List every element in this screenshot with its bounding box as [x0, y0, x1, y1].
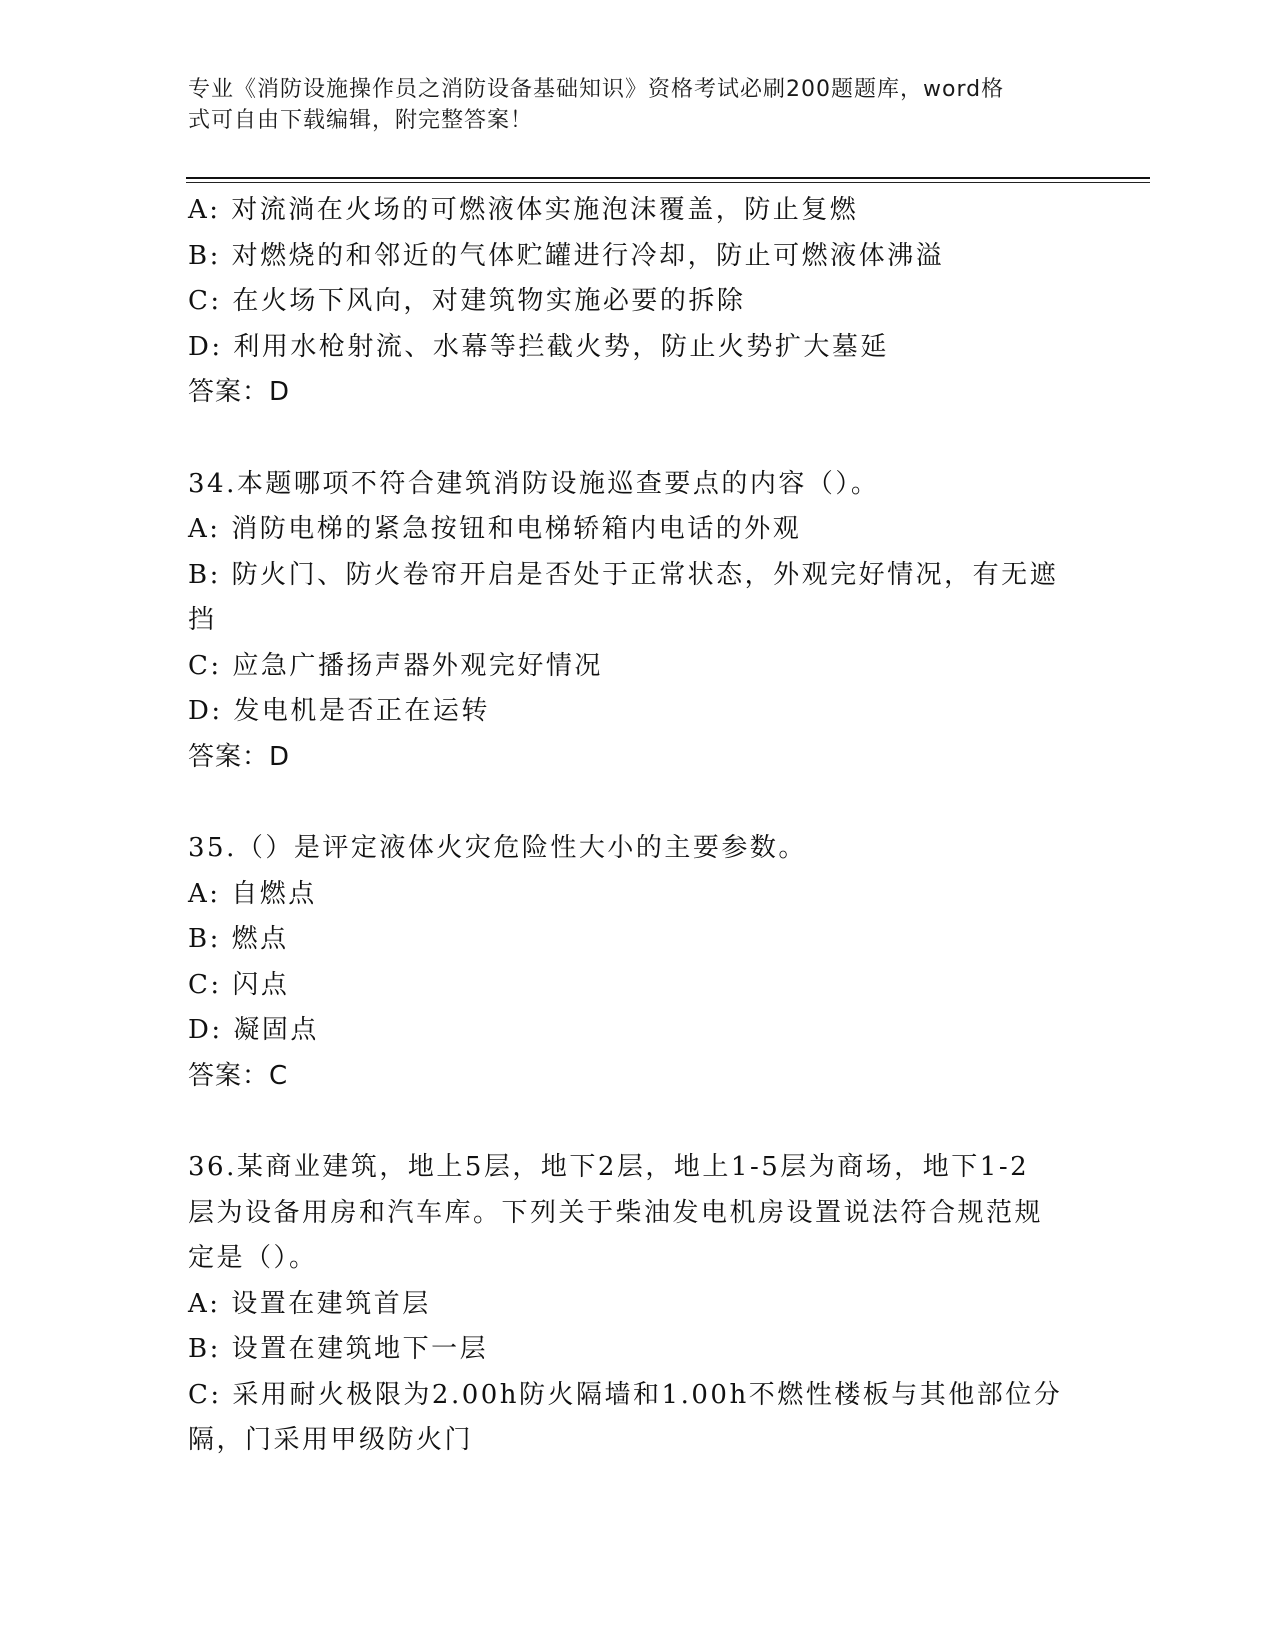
header-rule-thick: [186, 177, 1150, 179]
question-34: [188, 462, 1068, 781]
header-rule-thin: [186, 182, 1150, 183]
q34-option-a: A: 消防电梯的紧急按钮和电梯轿箱内电话的外观: [188, 514, 802, 544]
q34-option-b-line-1: B: 防火门、防火卷帘开启是否处于正常状态，外观完好情况，有无遮: [188, 559, 1059, 590]
q33-option-a: A: 对流淌在火场的可燃液体实施泡沫覆盖，防止复燃: [188, 195, 859, 225]
q33-option-d: D: 利用水枪射流、水幕等拦截火势，防止火势扩大墓延: [188, 331, 889, 362]
q36-stem-line-2: 层为设备用房和汽车库。下列关于柴油发电机房设置说法符合规范规: [188, 1197, 1044, 1228]
q35-option-c: C: 闪点: [188, 969, 290, 1000]
question-gap: [188, 780, 1068, 826]
question-35: [188, 826, 1068, 1099]
q33-answer: 答案：D: [188, 377, 291, 407]
q35-option-d: D: 凝固点: [188, 1015, 319, 1045]
q34-option-b-line-2: 挡: [188, 605, 217, 635]
q34-answer: 答案：D: [188, 741, 291, 772]
q36-stem-line-3: 定是（）。: [188, 1243, 318, 1273]
question-content: [188, 188, 1068, 1464]
q34-option-d: D: 发电机是否正在运转: [188, 696, 490, 726]
q35-answer: 答案：C: [188, 1060, 289, 1091]
question-gap: [188, 1099, 1068, 1145]
question-33: [188, 188, 1068, 416]
q35-option-a: A: 自燃点: [188, 878, 317, 909]
q33-option-b: B: 对燃烧的和邻近的气体贮罐进行冷却，防止可燃液体沸溢: [188, 240, 945, 271]
q34-stem: 34.本题哪项不符合建筑消防设施巡查要点的内容（）。: [188, 468, 880, 499]
question-36: [188, 1145, 1068, 1464]
q35-stem: 35.（）是评定液体火灾危险性大小的主要参数。: [188, 833, 807, 863]
q34-option-c: C: 应急广播扬声器外观完好情况: [188, 650, 603, 681]
q36-option-c-line-2: 隔，门采用甲级防火门: [188, 1425, 474, 1455]
q36-stem-line-1: 36.某商业建筑，地上5层，地下2层，地上1-5层为商场，地下1-2: [188, 1152, 1030, 1182]
document-header: [188, 74, 1068, 136]
header-line-2: 式可自由下载编辑，附完整答案！: [188, 108, 534, 133]
header-line-1: 专业《消防设施操作员之消防设备基础知识》资格考试必刷200题题库，word格: [188, 77, 1005, 102]
q36-option-a: A: 设置在建筑首层: [188, 1288, 431, 1319]
q35-option-b: B: 燃点: [188, 924, 289, 954]
q36-option-b: B: 设置在建筑地下一层: [188, 1334, 489, 1364]
q33-option-c: C: 在火场下风向，对建筑物实施必要的拆除: [188, 286, 746, 316]
question-gap: [188, 416, 1068, 462]
q36-option-c-line-1: C: 采用耐火极限为2.00h防火隔墙和1.00h不燃性楼板与其他部位分: [188, 1379, 1063, 1410]
